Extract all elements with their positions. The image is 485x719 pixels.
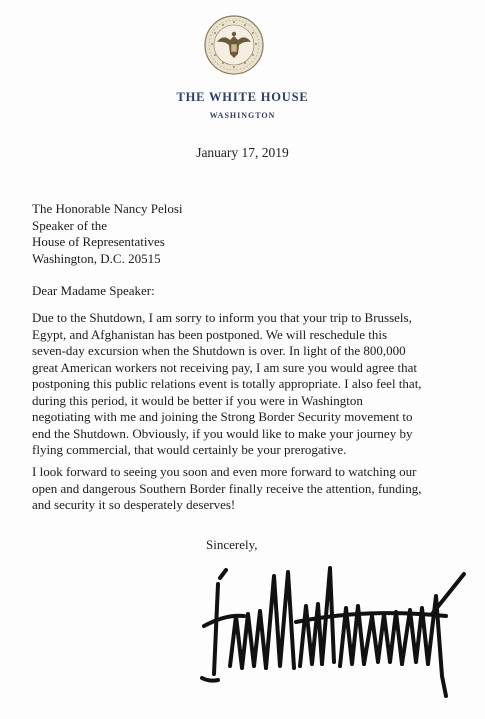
recipient-line: The Honorable Nancy Pelosi (32, 201, 183, 216)
handwritten-signature-icon (196, 556, 471, 706)
body-line: flying commercial, that would certainly be your prerogative. (32, 442, 347, 457)
body-paragraph-2 (32, 464, 462, 514)
body-line: postponing this public relations event is totally appropriate. I also feel that, (32, 376, 422, 391)
body-line: and security it so desperately deserves! (32, 497, 236, 512)
body-line: end the Shutdown. Obviously, if you would like to make your journey by (32, 425, 413, 441)
body-line: negotiating with me and joining the Strong Border Security movement to (32, 409, 413, 424)
letter-date: January 17, 2019 (196, 145, 289, 160)
closing: Sincerely, (206, 537, 258, 552)
body-line: during this period, it would be better if you were in Washington (32, 392, 363, 408)
recipient-line: Washington, D.C. 20515 (32, 250, 161, 266)
presidential-seal-icon (203, 14, 265, 76)
body-line: Egypt, and Afghanistan has been postponed. We will reschedule this (32, 326, 388, 342)
body-line: great American workers not receiving pay, I am sure you would agree that (32, 359, 418, 375)
salutation: Dear Madame Speaker: (32, 283, 155, 298)
body-paragraph-1 (32, 310, 462, 459)
recipient-line: House of Representatives (32, 234, 165, 249)
body-line: I look forward to seeing you soon and even more forward to watching our (32, 464, 417, 479)
recipient-address (32, 201, 183, 267)
recipient-line: Speaker of the (32, 217, 108, 233)
body-line: seven-day excursion when the Shutdown is over. In light of the 800,000 (32, 343, 406, 358)
body-line: open and dangerous Southern Border finally receive the attention, funding, (32, 480, 422, 496)
letterhead-title: THE WHITE HOUSE (176, 90, 309, 104)
letterhead-subtitle: WASHINGTON (209, 111, 276, 120)
body-line: Due to the Shutdown, I am sorry to inform you that your trip to Brussels, (32, 310, 412, 325)
